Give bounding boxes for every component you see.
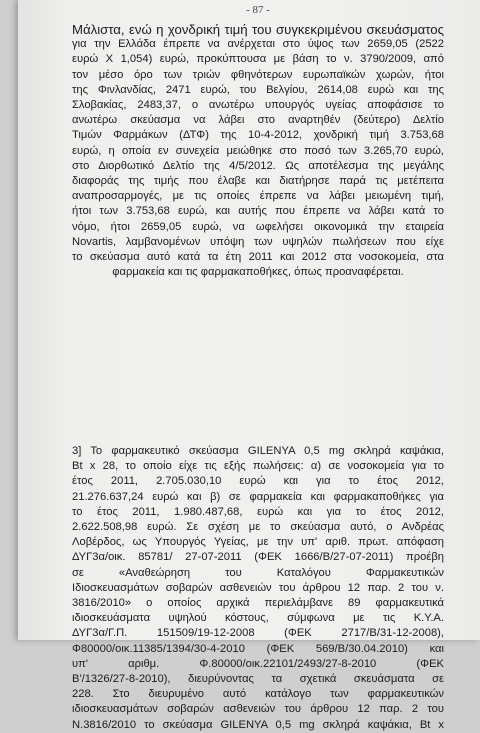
text-line: Ν.3816/2010 το σκεύασμα GILENYA 0,5 mg σκληρά καψάκια, Bt x <box>72 718 444 731</box>
text-line: Λοβέρδος, ως Υπουργός Υγείας, με την υπ' αριθ. πρωτ. απόφαση <box>72 536 444 549</box>
text-line: Β'/1326/27-8-2010), διευρύνοντας τα σχετικά σκευάσματα σε <box>72 673 444 686</box>
text-line: 3] Το φαρμακευτικό σκεύασμα GILENYA 0,5 mg σκληρά καψάκια, <box>72 445 444 457</box>
document-page <box>18 0 480 731</box>
text-line: τον μέσο όρο των τριών φθηνότερων ευρωπαϊκών χωρών, ήτοι <box>72 68 444 81</box>
text-line: 228. Στο διευρυμένο αυτό κατάλογο των φαρμακευτικών <box>72 688 444 701</box>
text-line: ΔΥΓ3α/οικ. 85781/ 27-07-2011 (ΦΕΚ 1666/Β/27-07-2011) προέβη <box>72 551 444 564</box>
text-line: Ιδιοσκευασμάτων σοβαρών ασθενειών του άρθρου 12 παρ. 2 του ν. <box>72 581 444 594</box>
text-line: διαφοράς της τιμής που έλαβε και διατήρησε παρά τις μετέπειτα <box>72 175 444 188</box>
text-line: Μάλιστα, ενώ η χονδρική τιμή του συγκεκριμένου σκευάσματος <box>72 22 444 37</box>
text-line: φαρμακεία και τις φαρμακαποθήκες, όπως προαναφέρεται. <box>112 266 404 279</box>
text-line: ευρώ, η οποία εν συνεχεία μειώθηκε στο ποσό των 3.265,70 ευρώ, <box>72 144 444 157</box>
text-line: στο Διορθωτικό Δελτίο της 4/5/2012. Ως αποτέλεσμα της μεγάλης <box>72 159 444 172</box>
text-line: σε «Αναθεώρηση του Καταλόγου Φαρμακευτικών <box>72 566 444 579</box>
text-line: ανωτέρω σκεύασμα να λάβει στο αναρτηθέν (δεύτερο) Δελτίο <box>72 114 444 127</box>
paragraph-2 <box>72 444 444 733</box>
text-line: 3816/2010» ο οποίος αρχικά περιελάμβανε 89 φαρμακευτικά <box>72 597 444 610</box>
text-line: το σκεύασμα αυτό κατά τα έτη 2011 και 2012 στα νοσοκομεία, στα <box>72 251 444 264</box>
text-line: Σλοβακίας, 2483,37, ο ανωτέρω υπουργός υγείας αποφάσισε το <box>72 99 444 112</box>
text-line: για την Ελλάδα έπρεπε να ανέρχεται στο ύψος των 2659,05 (2522 <box>72 38 444 51</box>
text-line: Φ80000/οικ.11385/1394/30-4-2010 (ΦΕΚ 569/Β/30.04.2010) και <box>72 642 444 655</box>
text-line: το έτος 2011, 1.980.487,68, ευρώ και για το έτος 2012, <box>72 505 444 518</box>
text-line: αναπροσαρμογές, με τις οποίες έπρεπε να λάβει μειωμένη τιμή, <box>72 190 444 203</box>
text-line: ιδιοσκευάσματα υψηλού κόστους, σύμφωνα με τις Κ.Υ.Α. <box>72 612 444 625</box>
text-line: ήτοι των 3.753,68 ευρώ, και αυτής που έπρεπε να λάβει κατά το <box>72 205 444 218</box>
page-number: - 87 - <box>246 4 270 16</box>
text-line: ΔΥΓ3α/Γ.Π. 151509/19-12-2008 (ΦΕΚ 2717/Β/31-12-2008), <box>72 627 444 640</box>
text-line: 21.276.637,24 ευρώ και β) σε φαρμακεία και φαρμακαποθήκες για <box>72 490 444 503</box>
text-line: υπ' αριθμ. Φ.80000/οικ.22101/2493/27-8-2010 (ΦΕΚ <box>72 657 444 670</box>
text-line: νόμο, ήτοι 2659,05 ευρώ, να ωφελήσει οικονομικά την εταιρεία <box>72 220 444 233</box>
text-line: 2.622.508,98 ευρώ. Σε σχέση με το σκεύασμα αυτό, ο Ανδρέας <box>72 521 444 534</box>
text-line: Bt x 28, το οποίο είχε τις εξής πωλήσεις: α) σε νοσοκομεία για το <box>72 460 444 473</box>
text-line: ιδιοσκευασμάτων σοβαρών ασθενειών του άρθρου 12 παρ. 2 του <box>72 703 444 716</box>
text-line: έτος 2011, 2.705.030,10 ευρώ και για το έτος 2012, <box>72 475 444 488</box>
text-line: Novartis, λαμβανομένων υπόψη των υψηλών πωλήσεων που είχε <box>72 235 444 248</box>
paragraph-1 <box>72 22 444 280</box>
text-line: Τιμών Φαρμάκων (ΔΤΦ) της 10-4-2012, χονδρική τιμή 3.753,68 <box>72 129 444 142</box>
text-line: της Φινλανδίας, 2471 ευρώ, του Βελγίου, 2614,08 ευρώ και της <box>72 83 444 96</box>
text-line: ευρώ Χ 1,054) ευρώ, προκύπτουσα με βάση το ν. 3790/2009, από <box>72 53 444 66</box>
